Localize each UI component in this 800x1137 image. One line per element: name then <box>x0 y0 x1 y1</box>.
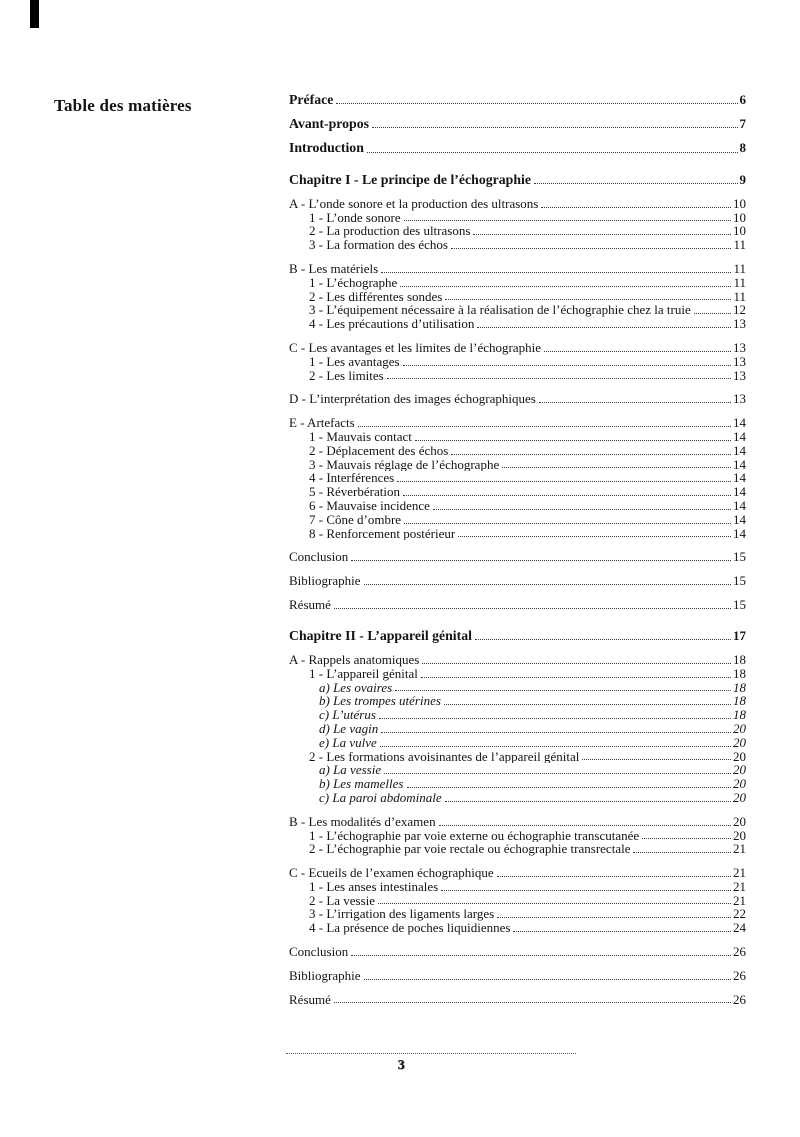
toc-entry-page: 14 <box>733 415 746 431</box>
page-number: 3 <box>397 1058 405 1073</box>
toc-entry-label: A - Rappels anatomiques <box>289 652 420 667</box>
toc-entry-page: 18 <box>733 679 746 695</box>
toc-entry <box>289 303 746 317</box>
toc-entry <box>289 317 746 331</box>
toc-entry-page: 18 <box>733 693 746 709</box>
toc-entry <box>289 736 746 750</box>
toc-entry-page: 14 <box>733 428 746 444</box>
dotted-leader <box>439 825 731 826</box>
toc-entry-page: 14 <box>733 442 746 458</box>
dotted-leader <box>422 663 731 664</box>
dotted-leader <box>445 299 731 300</box>
dotted-leader <box>534 183 738 184</box>
toc-entry-page: 11 <box>733 288 746 304</box>
toc-entry-label: a) La vessie <box>319 763 382 778</box>
toc-entry-page: 11 <box>733 261 746 276</box>
dotted-leader <box>400 286 731 287</box>
toc-entry <box>289 681 746 695</box>
toc-entry-label: 2 - La vessie <box>309 893 376 908</box>
toc-entry <box>289 791 746 805</box>
footer-dotted-rule <box>286 1053 576 1054</box>
toc-entry-label: 3 - L’irrigation des ligaments larges <box>309 907 495 922</box>
toc-entry <box>289 355 746 369</box>
toc-entry <box>289 197 746 211</box>
toc-entry-label: a) Les ovaires <box>319 680 393 695</box>
dotted-leader <box>497 876 731 877</box>
toc-entry-label: 1 - Les anses intestinales <box>309 879 439 894</box>
toc-entry-label: 2 - L’échographie par voie rectale ou échographie transrectale <box>309 842 631 857</box>
toc-entry-label: 1 - L’appareil génital <box>309 666 418 681</box>
toc-entry <box>289 829 746 843</box>
toc-entry <box>289 93 746 107</box>
toc-entry-page: 10 <box>733 195 746 211</box>
toc-entry-page: 13 <box>733 353 746 369</box>
dotted-leader <box>395 690 731 691</box>
toc-entry-label: d) Le vagin <box>319 721 379 736</box>
toc-entry-label: c) La paroi abdominale <box>319 790 442 805</box>
toc-entry-label: B - Les matériels <box>289 262 379 276</box>
toc-entry-page: 12 <box>733 302 746 318</box>
dotted-leader <box>358 426 731 427</box>
toc-entry-page: 14 <box>733 470 746 486</box>
toc-entry <box>289 471 746 485</box>
toc-entry-label: Bibliographie <box>289 574 361 588</box>
toc-entry-page: 26 <box>733 991 746 1007</box>
toc-entry-label: 8 - Renforcement postérieur <box>309 526 456 541</box>
toc-entry <box>289 629 746 643</box>
toc-entry-page: 26 <box>733 967 746 983</box>
toc-entry-label: 4 - Interférences <box>309 471 395 486</box>
toc-entry-page: 21 <box>733 865 746 881</box>
dotted-leader <box>407 787 732 788</box>
toc-entry <box>289 598 746 612</box>
toc-entry-label: Préface <box>289 93 334 107</box>
toc-entry-page: 20 <box>733 776 746 792</box>
toc-entry-page: 20 <box>733 734 746 750</box>
dotted-leader <box>642 838 731 839</box>
dotted-leader <box>421 677 731 678</box>
toc-entry <box>289 224 746 238</box>
toc-entry <box>289 667 746 681</box>
toc-entry-page: 14 <box>733 484 746 500</box>
toc-entry <box>289 694 746 708</box>
dotted-leader <box>444 704 731 705</box>
dotted-leader <box>633 852 731 853</box>
dotted-leader <box>458 536 731 537</box>
toc-entry-page: 20 <box>733 827 746 843</box>
toc-entry-label: Chapitre I - Le principe de l’échographie <box>289 172 531 187</box>
toc-entry-page: 20 <box>733 813 746 829</box>
dotted-leader <box>351 955 731 956</box>
toc-entry <box>289 921 746 935</box>
toc-entry <box>289 262 746 276</box>
toc-entry-label: C - Ecueils de l’examen échographique <box>289 866 494 880</box>
toc-entry-page: 11 <box>733 237 746 253</box>
dotted-leader <box>544 351 731 352</box>
dotted-leader <box>336 103 737 104</box>
toc-entry-label: 1 - L’échographie par voie externe ou échographie transcutanée <box>309 828 640 843</box>
toc-entry-page: 14 <box>733 456 746 472</box>
toc-entry <box>289 777 746 791</box>
dotted-leader <box>415 440 731 441</box>
dotted-leader <box>364 584 732 585</box>
dotted-leader <box>694 313 731 314</box>
toc-entry-page: 8 <box>739 140 746 156</box>
dotted-leader <box>451 454 731 455</box>
toc-entry <box>289 907 746 921</box>
dotted-leader <box>379 718 731 719</box>
toc-entry-page: 24 <box>733 920 746 936</box>
dotted-leader <box>351 560 731 561</box>
dotted-leader <box>387 378 731 379</box>
toc-entry-label: 5 - Réverbération <box>309 485 400 499</box>
toc-entry <box>289 708 746 722</box>
toc-entry-page: 21 <box>733 892 746 908</box>
toc-entry <box>289 416 746 430</box>
toc-entry-label: 2 - La production des ultrasons <box>309 224 471 239</box>
dotted-leader <box>539 402 731 403</box>
toc-entry-label: Bibliographie <box>289 968 361 983</box>
toc-entry-label: 1 - Mauvais contact <box>309 429 412 444</box>
dotted-leader <box>541 207 731 208</box>
dotted-leader <box>477 327 731 328</box>
toc-entry-label: b) Les mamelles <box>319 777 404 791</box>
toc-entry-label: Chapitre II - L’appareil génital <box>289 628 472 643</box>
toc-entry-page: 6 <box>739 92 746 107</box>
toc-entry-page: 15 <box>733 573 746 589</box>
toc-entry-page: 20 <box>733 748 746 764</box>
toc-entry-label: 7 - Cône d’ombre <box>309 512 402 527</box>
toc-entry-page: 14 <box>733 497 746 513</box>
toc-entry-label: 2 - Les limites <box>309 368 384 383</box>
toc-entry-page: 15 <box>733 549 746 565</box>
toc-entry-page: 14 <box>733 511 746 527</box>
toc-entry <box>289 866 746 880</box>
dotted-leader <box>334 608 731 609</box>
toc-entry-label: 3 - Mauvais réglage de l’échographe <box>309 457 500 472</box>
toc-entry-page: 11 <box>733 274 746 290</box>
toc-entry-label: 4 - La présence de poches liquidiennes <box>309 921 511 936</box>
toc-entry <box>289 499 746 513</box>
toc-entry-label: B - Les modalités d’examen <box>289 814 436 829</box>
toc-entry <box>289 276 746 290</box>
dotted-leader <box>404 220 731 221</box>
toc-entry <box>289 815 746 829</box>
toc-entry <box>289 117 746 131</box>
dotted-leader <box>451 248 731 249</box>
toc-entry <box>289 880 746 894</box>
toc-entry-label: Introduction <box>289 141 364 156</box>
toc-entry-page: 15 <box>733 596 746 612</box>
toc-entry-label: 1 - Les avantages <box>309 354 400 369</box>
dotted-leader <box>582 759 731 760</box>
toc-entry <box>289 238 746 252</box>
toc-entry-label: Conclusion <box>289 550 349 565</box>
toc-entry-page: 21 <box>733 841 746 857</box>
dotted-leader <box>475 639 731 640</box>
toc-entry-label: D - L’interprétation des images échographiques <box>289 392 536 407</box>
dotted-leader <box>397 481 731 482</box>
toc-entry-page: 26 <box>733 944 746 960</box>
toc-entry-label: 3 - La formation des échos <box>309 238 448 252</box>
toc-entry <box>289 527 746 541</box>
toc-entry-label: 2 - Les formations avoisinantes de l’appareil génital <box>309 749 580 764</box>
dotted-leader <box>502 467 731 468</box>
toc-entry-label: A - L’onde sonore et la production des ultrasons <box>289 196 539 211</box>
toc-list <box>289 93 746 1006</box>
toc-entry-page: 10 <box>733 209 746 225</box>
toc-entry-label: 1 - L’échographe <box>309 275 398 290</box>
toc-entry <box>289 444 746 458</box>
toc-entry-label: c) L’utérus <box>319 708 376 722</box>
toc-entry <box>289 392 746 406</box>
scan-corner-mark <box>30 0 39 28</box>
toc-entry <box>289 290 746 304</box>
dotted-leader <box>372 127 738 128</box>
toc-entry <box>289 369 746 383</box>
toc-entry <box>289 894 746 908</box>
toc-entry-page: 22 <box>733 906 746 922</box>
toc-entry <box>289 574 746 588</box>
dotted-leader <box>381 272 731 273</box>
dotted-leader <box>380 746 731 747</box>
toc-entry-page: 13 <box>733 391 746 407</box>
toc-entry-page: 18 <box>733 651 746 667</box>
toc-entry <box>289 430 746 444</box>
toc-entry <box>289 485 746 499</box>
toc-entry-label: 4 - Les précautions d’utilisation <box>309 317 475 331</box>
toc-entry-page: 20 <box>733 789 746 805</box>
dotted-leader <box>364 979 732 980</box>
toc-entry-page: 14 <box>733 525 746 541</box>
toc-entry-page: 9 <box>739 171 746 187</box>
toc-entry <box>289 513 746 527</box>
toc-entry-label: E - Artefacts <box>289 416 355 430</box>
dotted-leader <box>403 365 731 366</box>
toc-entry <box>289 458 746 472</box>
toc-entry <box>289 341 746 355</box>
toc-entry <box>289 722 746 736</box>
toc-entry-label: 2 - Les différentes sondes <box>309 289 443 304</box>
toc-entry-label: Résumé <box>289 992 331 1007</box>
toc-entry-page: 10 <box>733 223 746 239</box>
toc-entry <box>289 945 746 959</box>
dotted-leader <box>334 1002 731 1003</box>
toc-entry-page: 20 <box>733 720 746 736</box>
toc-entry <box>289 653 746 667</box>
dotted-leader <box>441 890 731 891</box>
toc-entry-label: e) La vulve <box>319 735 377 750</box>
toc-entry-page: 18 <box>733 707 746 723</box>
dotted-leader <box>381 732 731 733</box>
toc-entry-label: 1 - L’onde sonore <box>309 210 401 225</box>
toc-entry <box>289 173 746 187</box>
toc-entry <box>289 141 746 155</box>
dotted-leader <box>403 495 731 496</box>
toc-entry-page: 13 <box>733 316 746 332</box>
toc-entry <box>289 993 746 1007</box>
toc-entry-page: 20 <box>733 762 746 778</box>
toc-entry <box>289 969 746 983</box>
toc-entry-label: C - Les avantages et les limites de l’échographie <box>289 340 541 355</box>
toc-entry-label: 3 - L’équipement nécessaire à la réalisation de l’échographie chez la truie <box>309 303 691 318</box>
dotted-leader <box>473 234 731 235</box>
toc-entry-label: b) Les trompes utérines <box>319 694 441 709</box>
dotted-leader <box>497 917 731 918</box>
dotted-leader <box>378 903 731 904</box>
toc-entry-label: Conclusion <box>289 945 349 959</box>
toc-entry-page: 13 <box>733 339 746 355</box>
dotted-leader <box>384 773 731 774</box>
toc-entry-page: 21 <box>733 878 746 894</box>
toc-entry-label: 6 - Mauvaise incidence <box>309 498 430 513</box>
toc-entry-page: 18 <box>733 665 746 681</box>
toc-entry <box>289 211 746 225</box>
dotted-leader <box>367 152 738 153</box>
toc-entry <box>289 750 746 764</box>
toc-entry-page: 17 <box>733 627 746 643</box>
toc-heading: Table des matières <box>54 96 192 115</box>
toc-entry-label: Avant-propos <box>289 117 369 132</box>
dotted-leader <box>433 509 731 510</box>
toc-entry-label: 2 - Déplacement des échos <box>309 443 449 458</box>
toc-entry <box>289 763 746 777</box>
toc-entry-page: 7 <box>739 116 746 132</box>
toc-entry <box>289 842 746 856</box>
dotted-leader <box>404 523 731 524</box>
toc-entry-page: 13 <box>733 367 746 383</box>
toc-entry <box>289 550 746 564</box>
dotted-leader <box>445 801 731 802</box>
toc-entry-label: Résumé <box>289 597 331 612</box>
dotted-leader <box>513 931 731 932</box>
